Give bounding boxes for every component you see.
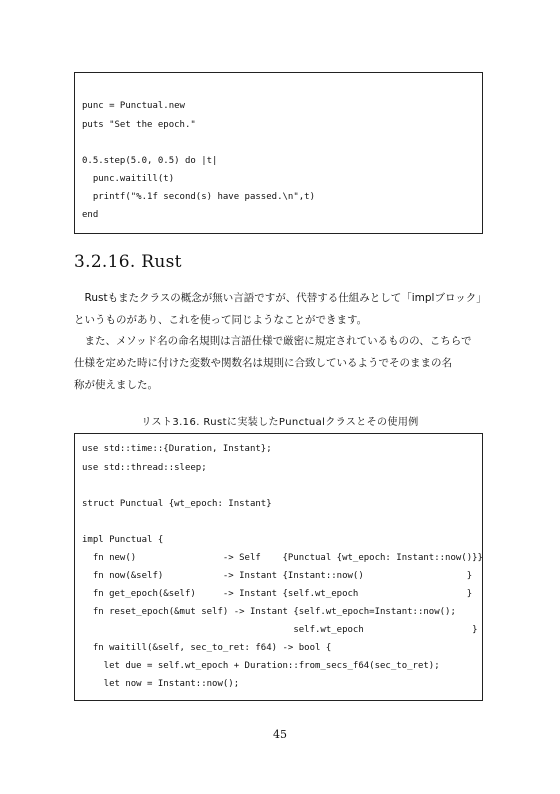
code-line: fn get_epoch(&self) -> Instant {self.wt_epoch }: [82, 589, 473, 599]
code-line: use std::thread::sleep;: [82, 463, 207, 473]
listing-caption: リスト3.16. Rustに実装したPunctualクラスとその使用例: [141, 417, 419, 428]
code-line: impl Punctual {: [82, 535, 164, 545]
page-number: 45: [273, 728, 287, 741]
code-line: punc.waitill(t): [82, 174, 175, 184]
paragraph-line: というものがあり、これを使って同じようなことができます。: [74, 314, 368, 326]
code-line: self.wt_epoch }: [82, 625, 478, 635]
code-line: puts "Set the epoch.": [82, 120, 196, 130]
code-line: use std::time::{Duration, Instant};: [82, 444, 272, 454]
paragraph-line: 称が使えました。: [74, 379, 158, 391]
code-line: fn now(&self) -> Instant {Instant::now() }: [82, 571, 473, 581]
paragraph-line: 仕様を定めた時に付けた変数や関数名は規則に合致しているようでそのままの名: [74, 357, 452, 369]
code-line: struct Punctual {wt_epoch: Instant}: [82, 499, 272, 509]
section-heading: 3.2.16. Rust: [74, 252, 182, 272]
paragraph-line: Rustもまたクラスの概念が無い言語ですが、代替する仕組みとして「implブロック」: [74, 292, 487, 304]
code-listing-ruby: [74, 72, 483, 234]
code-line: 0.5.step(5.0, 0.5) do |t|: [82, 156, 218, 166]
code-line: fn reset_epoch(&mut self) -> Instant {self.wt_epoch=Instant::now();: [82, 607, 456, 617]
code-line: printf("%.1f second(s) have passed.\n",t): [82, 192, 315, 202]
code-line: fn new() -> Self {Punctual {wt_epoch: Instant::now()}}: [82, 553, 483, 563]
paragraph-line: また、メソッド名の命名規則は言語仕様で厳密に規定されているものの、こちらで: [74, 335, 472, 347]
code-line: punc = Punctual.new: [82, 101, 185, 111]
code-listing-rust: [74, 433, 483, 701]
code-line: end: [82, 210, 99, 220]
code-line: let now = Instant::now();: [82, 679, 240, 689]
code-line: fn waitill(&self, sec_to_ret: f64) -> bool {: [82, 643, 332, 653]
code-line: let due = self.wt_epoch + Duration::from_secs_f64(sec_to_ret);: [82, 661, 440, 671]
